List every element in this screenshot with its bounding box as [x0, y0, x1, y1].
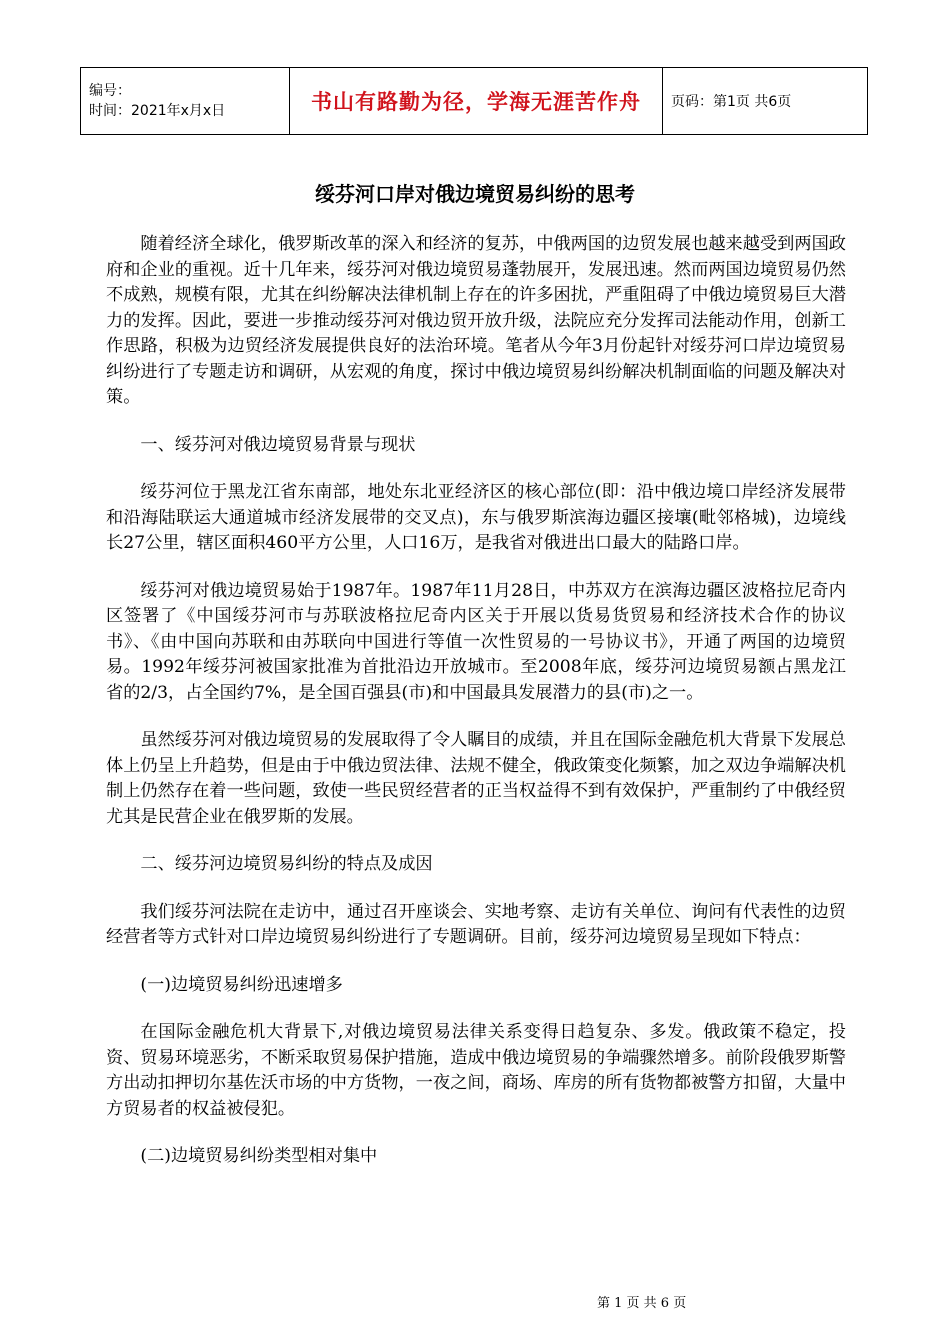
- header-table: [80, 67, 868, 135]
- subsection-heading: (二)边境贸易纠纷类型相对集中: [140, 1146, 378, 1166]
- paragraph: 绥芬河位于黑龙江省东南部，地处东北亚经济区的核心部位(即：沿中俄边境口岸经济发展带和沿海陆联运大通道城市经济发展带的交叉点)，东与俄罗斯滨海边疆区接壤(毗邻格城)，边境线长27公里，辖区面积460平方公里，人口16万，是我省对俄进出口最大的陆路口岸。: [106, 482, 846, 553]
- paragraph: 我们绥芬河法院在走访中，通过召开座谈会、实地考察、走访有关单位、询问有代表性的边贸经营者等方式针对口岸边境贸易纠纷进行了专题调研。目前，绥芬河边境贸易呈现如下特点：: [106, 901, 846, 947]
- header-motto-cell: [290, 68, 663, 135]
- paragraph: 绥芬河对俄边境贸易始于1987年。1987年11月28日，中苏双方在滨海边疆区波格拉尼奇内区签署了《中国绥芬河市与苏联波格拉尼奇内区关于开展以货易货贸易和经济技术合作的协议书》、《由中国向苏联和由苏联向中国进行等值一次性贸易的一号协议书》，开通了两国的边境贸易。1992年绥芬河被国家批准为首批沿边开放城市。至2008年底，绥芬河边境贸易额占黑龙江省的2/3，占全国约7%，是全国百强县(市)和中国最具发展潜力的县(市)之一。: [106, 580, 846, 703]
- paragraph: 随着经济全球化，俄罗斯改革的深入和经济的复苏，中俄两国的边贸发展也越来越受到两国政府和企业的重视。近十几年来，绥芬河对俄边境贸易蓬勃展开，发展迅速。然而两国边境贸易仍然不成熟，规模有限，尤其在纠纷解决法律机制上存在的许多困扰，严重阻碍了中俄边境贸易巨大潜力的发挥。因此，要进一步推动绥芬河对俄边贸开放升级，法院应充分发挥司法能动作用，创新工作思路，积极为边贸经济发展提供良好的法治环境。笔者从今年3月份起针对绥芬河口岸边境贸易纠纷进行了专题走访和调研，从宏观的角度，探讨中俄边境贸易纠纷解决机制面临的问题及解决对策。: [106, 234, 846, 407]
- page-info: 页码：第1页 共6页: [663, 68, 868, 135]
- page-footer: 第 1 页 共 6 页: [597, 1296, 687, 1311]
- document-body: [106, 232, 846, 1192]
- paragraph: 虽然绥芬河对俄边境贸易的发展取得了令人瞩目的成绩，并且在国际金融危机大背景下发展总体上仍呈上升趋势，但是由于中俄边贸法律、法规不健全，俄政策变化频繁，加之双边争端解决机制上仍然存在着一些问题，致使一些民贸经营者的正当权益得不到有效保护，严重制约了中俄经贸尤其是民营企业在俄罗斯的发展。: [106, 730, 846, 827]
- time-label: 时间：2021年x月x日: [89, 103, 226, 119]
- subsection-heading: (一)边境贸易纠纷迅速增多: [140, 974, 343, 995]
- paragraph: 在国际金融危机大背景下,对俄边境贸易法律关系变得日趋复杂、多发。俄政策不稳定，投资、贸易环境恶劣，不断采取贸易保护措施，造成中俄边境贸易的争端骤然增多。前阶段俄罗斯警方出动扣押切尔基佐沃市场的中方货物，一夜之间，商场、库房的所有货物都被警方扣留，大量中方贸易者的权益被侵犯。: [106, 1022, 846, 1119]
- document-title: 绥芬河口岸对俄边境贸易纠纷的思考: [315, 182, 635, 206]
- number-label: 编号：: [89, 83, 131, 99]
- header-meta: [81, 68, 290, 135]
- motto: 书山有路勤为径，学海无涯苦作舟: [311, 90, 641, 114]
- section-heading: 一、绥芬河对俄边境贸易背景与现状: [140, 434, 416, 455]
- section-heading: 二、绥芬河边境贸易纠纷的特点及成因: [140, 854, 433, 874]
